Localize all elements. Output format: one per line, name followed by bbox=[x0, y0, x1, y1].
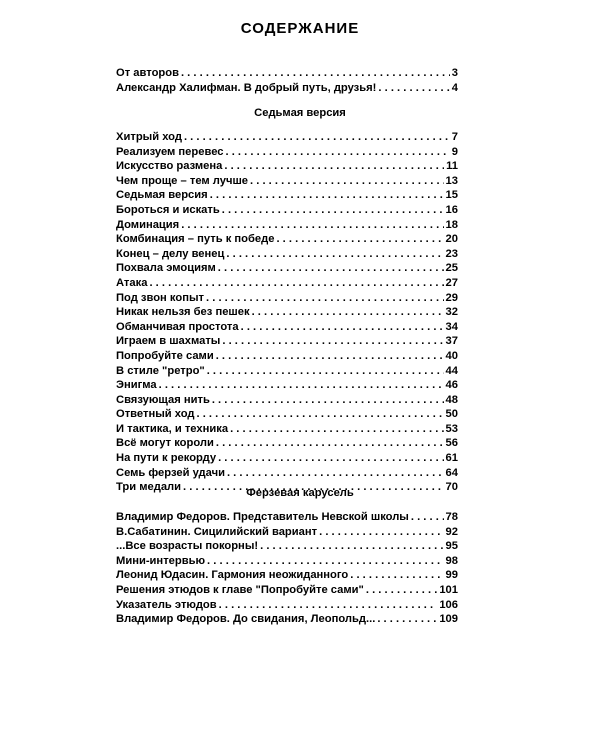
dot-leader bbox=[206, 291, 444, 306]
toc-entry-title: Решения этюдов к главе "Попробуйте сами" bbox=[116, 583, 364, 596]
dot-leader bbox=[224, 159, 444, 174]
toc-entry-page: 53 bbox=[445, 422, 458, 435]
toc-entry bbox=[116, 539, 458, 554]
dot-leader bbox=[226, 247, 443, 262]
dot-leader bbox=[260, 539, 443, 554]
dot-leader bbox=[212, 393, 444, 408]
toc-entry-title: Никак нельзя без пешек bbox=[116, 306, 250, 319]
toc-entry-page: 50 bbox=[445, 408, 458, 421]
dot-leader bbox=[227, 466, 444, 481]
toc-entry-title: В.Сабатинин. Сицилийский вариант bbox=[116, 525, 318, 538]
toc-entry-page: 27 bbox=[445, 276, 458, 289]
toc-entry-title: Обманчивая простота bbox=[116, 320, 239, 333]
toc-entry bbox=[116, 276, 458, 291]
toc-entry-page: 9 bbox=[451, 145, 458, 158]
toc-entry-title: Александр Халифман. В добрый путь, друзья! bbox=[116, 81, 377, 94]
toc-entry-title: Хитрый ход bbox=[116, 131, 182, 143]
toc-entry-page: 34 bbox=[445, 320, 458, 333]
toc-entry bbox=[116, 188, 458, 203]
toc-entry-title: На пути к рекорду bbox=[116, 452, 217, 465]
toc-entry-page: 61 bbox=[445, 452, 458, 465]
toc-entry bbox=[116, 232, 458, 247]
dot-leader bbox=[411, 510, 444, 525]
dot-leader bbox=[366, 583, 437, 598]
toc-entry bbox=[116, 247, 458, 262]
toc-entry-page: 44 bbox=[445, 364, 458, 377]
toc-entry bbox=[116, 583, 458, 598]
toc-entry-title: Седьмая версия bbox=[116, 189, 208, 202]
toc-entry bbox=[116, 130, 458, 145]
toc-entry-title: Чем проще – тем лучше bbox=[116, 174, 249, 187]
toc-entry bbox=[116, 159, 458, 174]
toc-entry bbox=[116, 393, 458, 408]
toc-entry-page: 29 bbox=[445, 291, 458, 304]
toc-entry-title: Владимир Федоров. До свидания, Леопольд... bbox=[116, 613, 376, 626]
toc-entry-page: 46 bbox=[445, 379, 458, 392]
dot-leader bbox=[219, 598, 438, 613]
toc-entry-page: 64 bbox=[445, 466, 458, 479]
toc-entry-page: 15 bbox=[445, 189, 458, 202]
toc-entry bbox=[116, 554, 458, 569]
toc-entry-title: От авторов bbox=[116, 67, 179, 79]
dot-leader bbox=[252, 305, 444, 320]
dot-leader bbox=[218, 261, 444, 276]
toc-entry-page: 32 bbox=[445, 306, 458, 319]
toc-entry bbox=[116, 422, 458, 437]
toc-entry-page: 4 bbox=[451, 81, 458, 94]
toc-entry-title: В стиле "ретро" bbox=[116, 364, 205, 377]
toc-entry-title: Конец – делу венец bbox=[116, 247, 225, 260]
dot-leader bbox=[276, 232, 443, 247]
toc-entry-page: 37 bbox=[445, 335, 458, 348]
toc-entry-page: 20 bbox=[445, 233, 458, 246]
toc-entry bbox=[116, 145, 458, 160]
toc-entry-page: 11 bbox=[446, 160, 458, 173]
toc-entry-page: 23 bbox=[445, 247, 458, 260]
dot-leader bbox=[319, 525, 443, 540]
section-heading-1: Седьмая версия bbox=[254, 107, 346, 119]
dot-leader bbox=[250, 174, 444, 189]
toc-entry-title: Атака bbox=[116, 276, 148, 289]
dot-leader bbox=[149, 276, 443, 291]
toc-entry bbox=[116, 598, 458, 613]
toc-entry bbox=[116, 218, 458, 233]
toc-entry-title: Попробуйте сами bbox=[116, 349, 214, 362]
toc-entry-page: 98 bbox=[445, 554, 458, 567]
dot-leader bbox=[377, 612, 437, 627]
toc-entry bbox=[116, 174, 458, 189]
toc-entry-title: Леонид Юдасин. Гармония неожиданного bbox=[116, 569, 349, 582]
toc-entry bbox=[116, 378, 458, 393]
toc-entry-page: 95 bbox=[445, 540, 458, 553]
toc-entry-page: 56 bbox=[445, 437, 458, 450]
toc-entry-page: 40 bbox=[445, 349, 458, 362]
toc-entry bbox=[116, 568, 458, 583]
toc-entry-title: Семь ферзей удачи bbox=[116, 466, 225, 479]
toc-entry-title: Связующая нить bbox=[116, 393, 210, 406]
toc-entry-title: Играем в шахматы bbox=[116, 335, 221, 348]
toc-entry-title: Ответный ход bbox=[116, 408, 195, 421]
toc-entry-page: 70 bbox=[445, 481, 458, 494]
toc-entry bbox=[116, 349, 458, 364]
toc-entry-title: Три медали bbox=[116, 481, 182, 494]
toc-entry bbox=[116, 334, 458, 349]
dot-leader bbox=[218, 451, 443, 466]
dot-leader bbox=[222, 203, 444, 218]
toc-entry-title: Мини-интервью bbox=[116, 554, 206, 567]
toc-entry bbox=[116, 364, 458, 379]
toc-entry-page: 101 bbox=[439, 583, 458, 596]
dot-leader bbox=[230, 422, 443, 437]
toc-entry-title: Доминация bbox=[116, 218, 180, 231]
dot-leader bbox=[197, 407, 444, 422]
dot-leader bbox=[181, 218, 443, 233]
toc-entry bbox=[116, 261, 458, 276]
toc-entry-page: 78 bbox=[445, 511, 458, 523]
toc-entry bbox=[116, 466, 458, 481]
page-title: СОДЕРЖАНИЕ bbox=[240, 20, 360, 37]
toc-entry-title: Владимир Федоров. Представитель Невской школы bbox=[116, 511, 409, 523]
section1-list bbox=[116, 130, 458, 495]
toc-entry-page: 106 bbox=[439, 598, 458, 611]
dot-leader bbox=[184, 130, 450, 145]
dot-leader bbox=[210, 188, 444, 203]
toc-entry-title: Комбинация – путь к победе bbox=[116, 233, 275, 246]
toc-entry bbox=[116, 436, 458, 451]
toc-entry-page: 13 bbox=[445, 174, 458, 187]
intro-list bbox=[116, 66, 458, 95]
toc-entry-title: Под звон копыт bbox=[116, 291, 205, 304]
dot-leader bbox=[350, 568, 443, 583]
toc-entry bbox=[116, 525, 458, 540]
dot-leader bbox=[216, 349, 444, 364]
toc-entry-page: 18 bbox=[445, 218, 458, 231]
toc-entry-title: Энигма bbox=[116, 379, 157, 392]
dot-leader bbox=[222, 334, 443, 349]
toc-entry-page: 99 bbox=[445, 569, 458, 582]
dot-leader bbox=[226, 145, 450, 160]
dot-leader bbox=[207, 364, 444, 379]
toc-entry-title: Бороться и искать bbox=[116, 203, 220, 216]
section2-list bbox=[116, 510, 458, 627]
toc-entry-page: 7 bbox=[451, 131, 458, 143]
toc-entry-title: Указатель этюдов bbox=[116, 598, 217, 611]
toc-entry-page: 109 bbox=[439, 613, 458, 626]
dot-leader bbox=[181, 66, 450, 81]
toc-entry bbox=[116, 66, 458, 81]
dot-leader bbox=[378, 81, 449, 96]
toc-entry bbox=[116, 407, 458, 422]
toc-entry-page: 25 bbox=[445, 262, 458, 275]
dot-leader bbox=[159, 378, 444, 393]
toc-entry-page: 48 bbox=[445, 393, 458, 406]
dot-leader bbox=[241, 320, 444, 335]
toc-entry bbox=[116, 612, 458, 627]
dot-leader bbox=[216, 436, 444, 451]
toc-entry bbox=[116, 510, 458, 525]
dot-leader bbox=[207, 554, 444, 569]
toc-entry-title: Искусство размена bbox=[116, 160, 223, 173]
toc-entry-title: Реализуем перевес bbox=[116, 145, 224, 158]
section-heading-2: Ферзевая карусель bbox=[246, 487, 354, 499]
toc-entry-title: ...Все возрасты покорны! bbox=[116, 540, 259, 553]
toc-entry bbox=[116, 203, 458, 218]
toc-entry-page: 16 bbox=[445, 203, 458, 216]
toc-entry-title: Похвала эмоциям bbox=[116, 262, 216, 275]
toc-entry bbox=[116, 320, 458, 335]
toc-entry bbox=[116, 81, 458, 96]
toc-entry-title: Всё могут короли bbox=[116, 437, 214, 450]
toc-entry bbox=[116, 305, 458, 320]
toc-entry bbox=[116, 291, 458, 306]
toc-entry bbox=[116, 451, 458, 466]
toc-entry-page: 3 bbox=[451, 67, 458, 79]
toc-entry-title: И тактика, и техника bbox=[116, 422, 229, 435]
toc-entry-page: 92 bbox=[445, 525, 458, 538]
